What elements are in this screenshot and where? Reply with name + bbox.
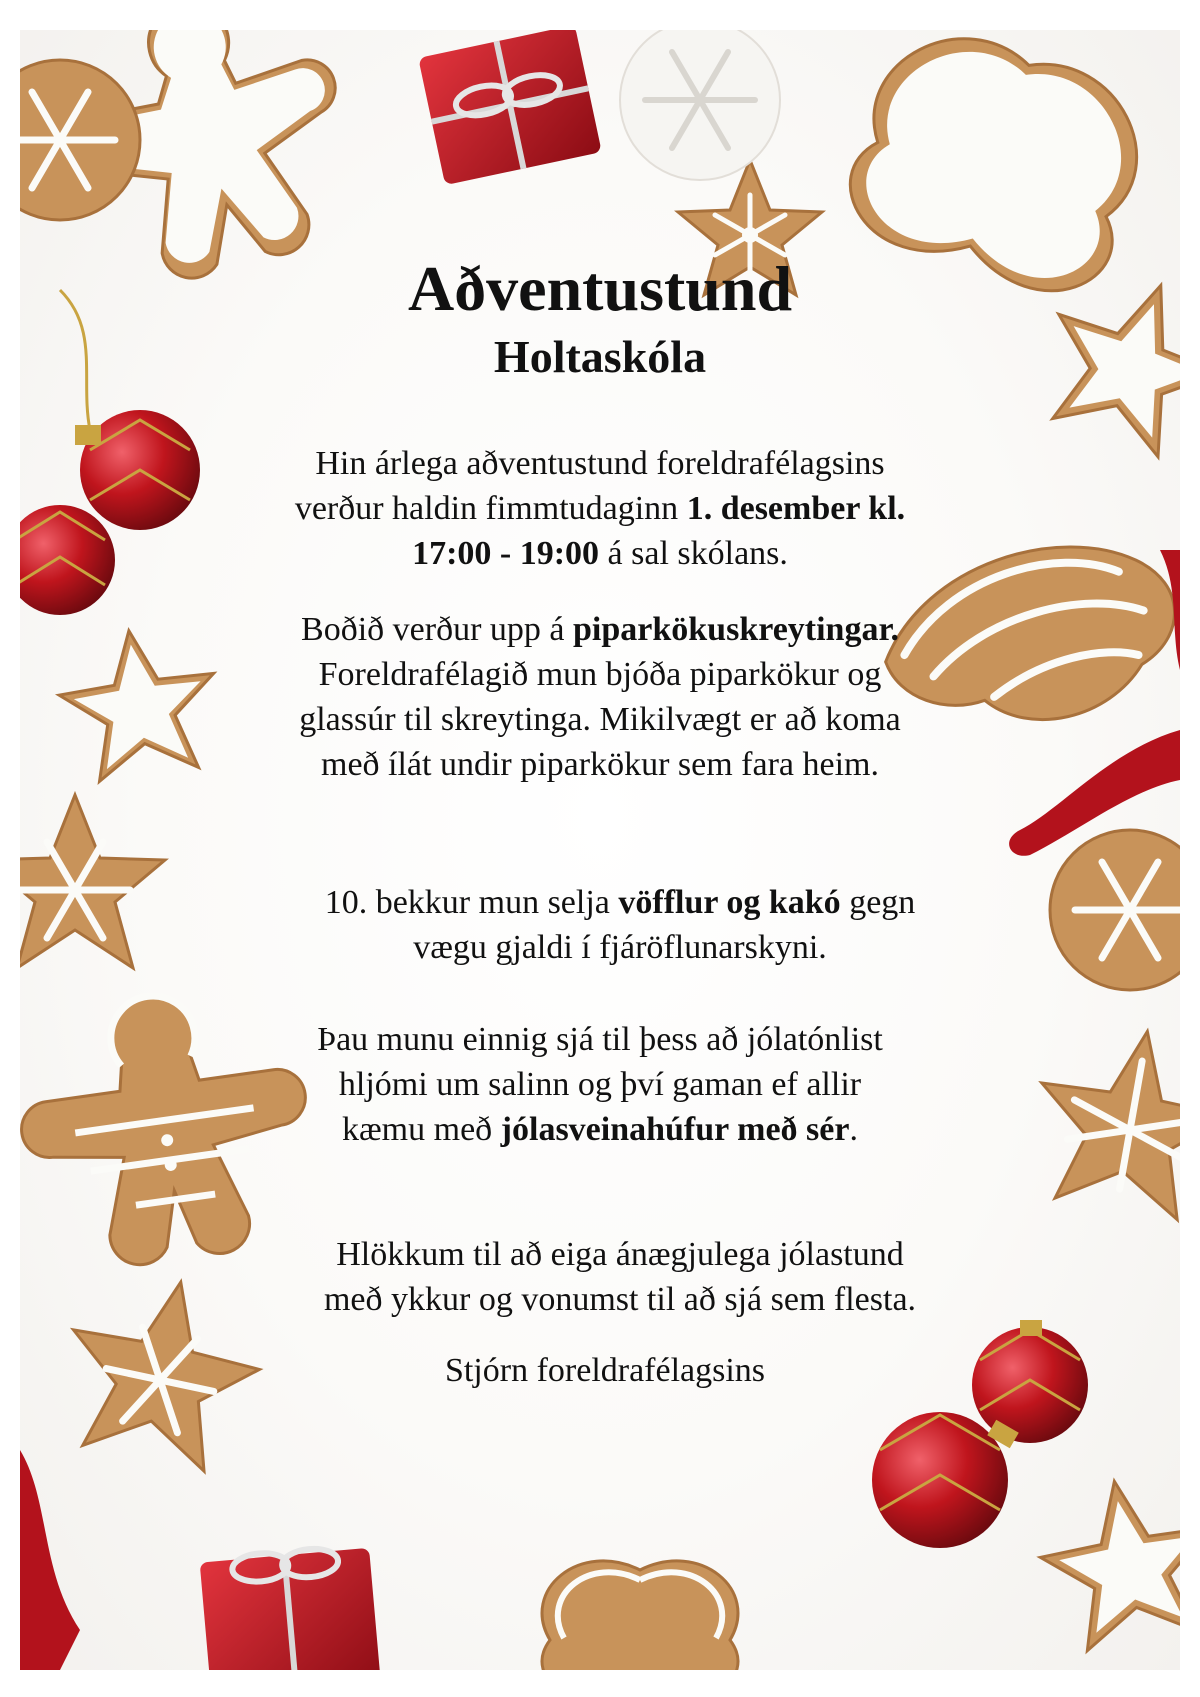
music-paragraph	[20, 1017, 1180, 1152]
text-line: 10. bekkur mun selja vöfflur og kakó gegn	[324, 884, 916, 921]
text-line: með ílát undir piparkökur sem fara heim.	[321, 746, 879, 783]
red-ornament	[872, 1412, 1019, 1548]
snowflake-cookie	[20, 60, 140, 220]
butterfly-cookie	[542, 1561, 738, 1670]
text-line: Hin árlega aðventustund foreldrafélagsins	[315, 445, 885, 482]
signature: Stjórn foreldrafélagsins	[444, 1352, 766, 1389]
text-line: glassúr til skreytinga. Mikilvægt er að koma	[299, 701, 901, 738]
intro-paragraph	[20, 441, 1180, 576]
red-gift-box	[418, 30, 602, 185]
poster	[20, 30, 1180, 1670]
poster-subtitle: Holtaskóla	[493, 331, 707, 382]
red-ribbon	[20, 1450, 80, 1670]
poster-title: Aðventustund	[407, 253, 793, 324]
text-line: 17:00 - 19:00 á sal skólans.	[412, 535, 788, 572]
star-cookie	[1030, 1466, 1180, 1655]
text-line: Hlökkum til að eiga ánægjulega jólastund	[336, 1236, 904, 1273]
red-gift-box	[199, 1544, 381, 1670]
text-line: Boðið verður upp á piparkökuskreytingar.	[301, 611, 899, 648]
text-line: vægu gjaldi í fjáröflunarskyni.	[413, 929, 827, 966]
text-line: Þau munu einnig sjá til þess að jólatónlist	[317, 1021, 883, 1058]
decorating-paragraph	[20, 607, 1180, 787]
text-line: Foreldrafélagið mun bjóða piparkökur og	[318, 656, 882, 693]
text-line: verður haldin fimmtudaginn 1. desember kl.	[294, 490, 906, 527]
text-line: kæmu með jólasveinahúfur með sér.	[342, 1111, 858, 1148]
closing-paragraph	[40, 1232, 1180, 1322]
text-line: með ykkur og vonumst til að sjá sem flesta.	[323, 1281, 917, 1318]
snowflake-cookie	[620, 30, 780, 180]
text-line: hljómi um salinn og því gaman ef allir	[338, 1066, 862, 1103]
waffles-paragraph	[40, 880, 1180, 970]
